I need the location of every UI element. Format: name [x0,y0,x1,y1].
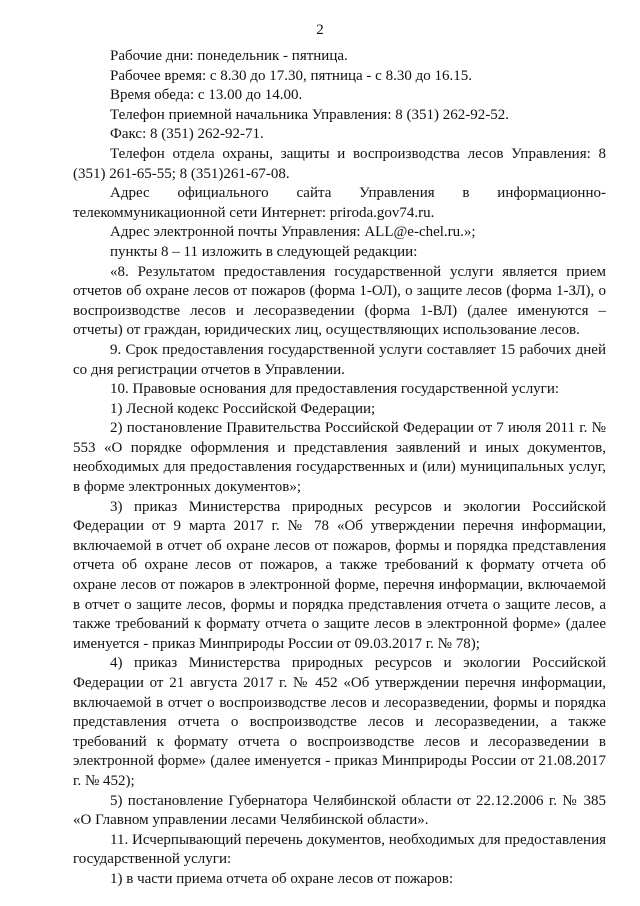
clause-9-paragraph: 9. Срок предоставления государственной услуги составляет 15 рабочих дней со дня регистрации отчетов в Управлении. [73,341,606,378]
reception-phone-line: Телефон приемной начальника Управления: 8 (351) 262-92-52. [110,106,509,123]
work-hours-line: Рабочее время: с 8.30 до 17.30, пятница - с 8.30 до 16.15. [110,67,472,84]
website-address-paragraph: Адрес официального сайта Управления в информационно-телекоммуникационной сети Интернет: priroda.gov74.ru. [73,185,606,221]
department-phone-paragraph: Телефон отдела охраны, защиты и воспроизводства лесов Управления: 8 (351) 261-65-55; 8 (351)261-67-08. [73,145,606,182]
clause-10-heading: 10. Правовые основания для предоставления государственной услуги: [110,381,560,398]
clause-10-item-2: 2) постановление Правительства Российской Федерации от 7 июля 2011 г. № 553 «О порядке оформления и представления заявлений и иных документов, необходимых для предоставления государственных и (или) муниципальных услуг, в форме электронных документов»; [73,420,606,496]
page-number: 2 [316,22,324,38]
clause-11-heading: 11. Исчерпывающий перечень документов, необходимых для предоставления государственной услуги: [73,831,606,868]
clause-10-item-4: 4) приказ Министерства природных ресурсов и экологии Российской Федерации от 21 августа 2017 г. № 452 «Об утверждении перечня информации, включаемой в отчет о воспроизводстве лесов и лесоразведении, формы и порядка представления отчета о воспроизводстве лесов и лесоразведении, а также требований к формату отчета о воспроизводстве лесов и лесоразведении в электронной форме» (далее именуется - приказ Минприроды России от 21.08.2017 г. № 452); [73,655,606,789]
document-body [73,47,606,890]
work-days-line: Рабочие дни: понедельник - пятница. [110,48,348,64]
clause-8-paragraph: «8. Результатом предоставления государственной услуги является прием отчетов об охране лесов от пожаров (форма 1-ОЛ), о защите лесов (форма 1-ЗЛ), о воспроизводстве лесов и лесоразведении (форма 1-ВЛ) (далее именуются – отчеты) от граждан, юридических лиц, осуществляющих использование лесов. [73,263,606,339]
amendment-intro-line: пункты 8 – 11 изложить в следующей редакции: [110,243,418,260]
clause-10-item-3: 3) приказ Министерства природных ресурсов и экологии Российской Федерации от 9 марта 2017 г. № 78 «Об утверждении перечня информации, включаемой в отчет об охране лесов от пожаров, формы и порядка представления отчета об охране лесов от пожаров, а также требований к формату отчета об охране лесов от пожаров в электронной форме, перечня информации, включаемой в отчет о защите лесов, формы и порядка представления отчета о защите лесов, а также требований к формату отчета о защите лесов в электронной форме» (далее именуется - приказ Минприроды России от 09.03.2017 г. № 78); [73,498,606,652]
clause-10-item-1: 1) Лесной кодекс Российской Федерации; [110,400,376,417]
email-address-line: Адрес электронной почты Управления: ALL@e-chel.ru.»; [110,224,476,241]
clause-11-item-1: 1) в части приема отчета об охране лесов от пожаров: [110,870,454,887]
clause-10-item-5: 5) постановление Губернатора Челябинской области от 22.12.2006 г. № 385 «О Главном управлении лесами Челябинской области». [73,792,606,829]
fax-line: Факс: 8 (351) 262-92-71. [110,126,264,143]
lunch-hours-line: Время обеда: с 13.00 до 14.00. [110,87,303,104]
